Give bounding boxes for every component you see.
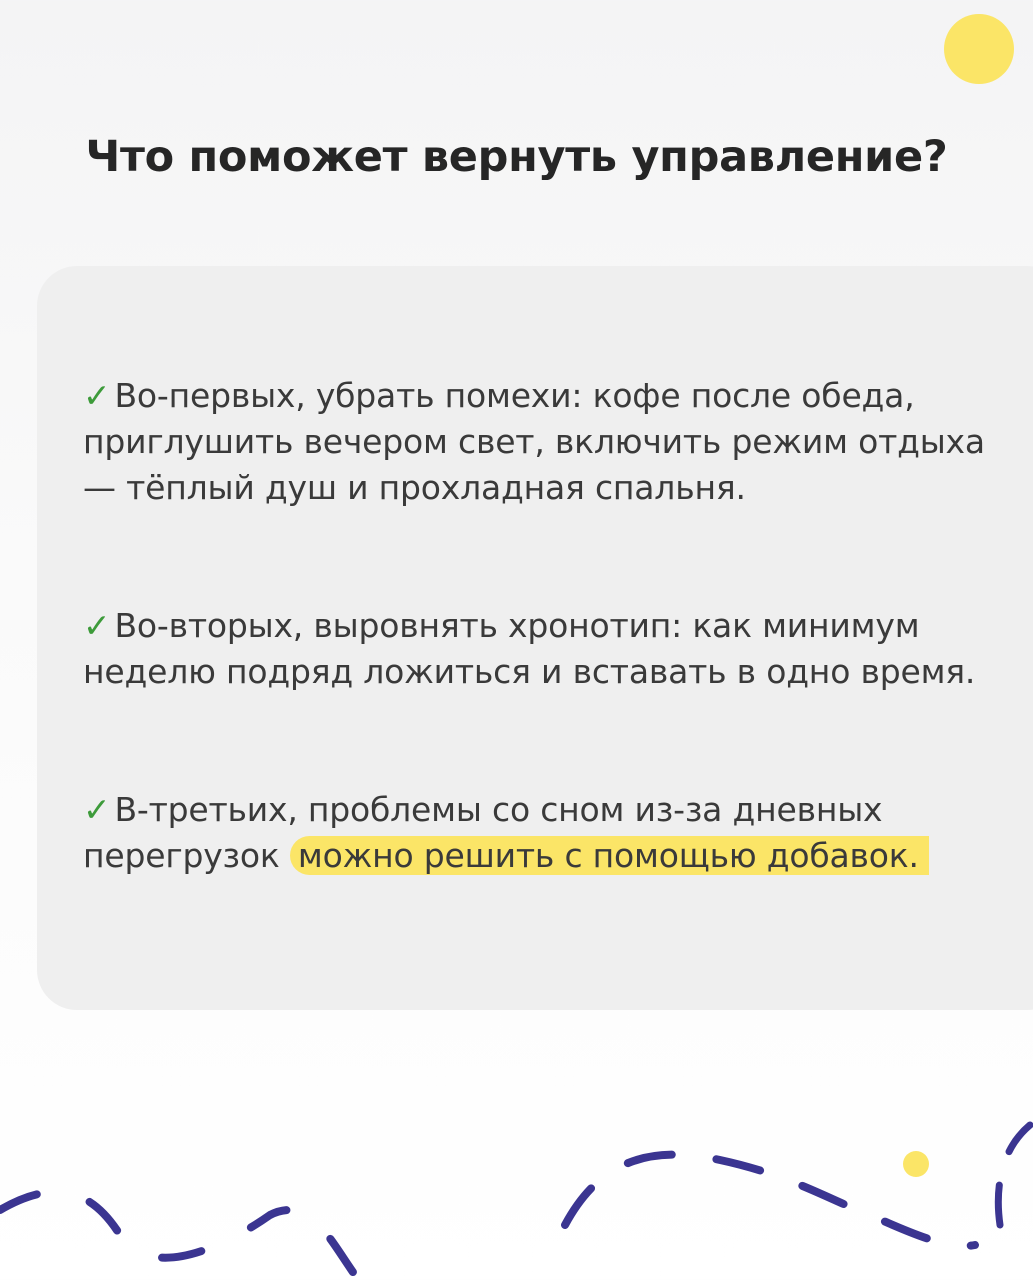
list-item [83, 787, 1013, 879]
list-item-text: Во-вторых, выровнять хронотип: как минимум неделю подряд ложиться и вставать в одно время. [83, 606, 976, 691]
yellow-dot-icon [903, 1151, 929, 1177]
highlighted-text: можно решить с помощью добавок. [290, 836, 929, 875]
yellow-circle-icon [944, 14, 1014, 84]
list-item-text: В-третьих, проблемы со сном из-за дневных перегрузок [83, 790, 883, 875]
list-item [83, 373, 1013, 511]
check-icon: ✓ [83, 376, 111, 415]
page-title: Что поможет вернуть управление? [85, 132, 948, 182]
list-item [83, 603, 1013, 695]
check-icon: ✓ [83, 606, 111, 645]
check-icon: ✓ [83, 790, 111, 829]
dashed-squiggle-icon [0, 1100, 1033, 1280]
list-item-text: Во-первых, убрать помехи: кофе после обеда, приглушить вечером свет, включить режим отдыха — тёплый душ и прохладная спальня. [83, 376, 985, 507]
